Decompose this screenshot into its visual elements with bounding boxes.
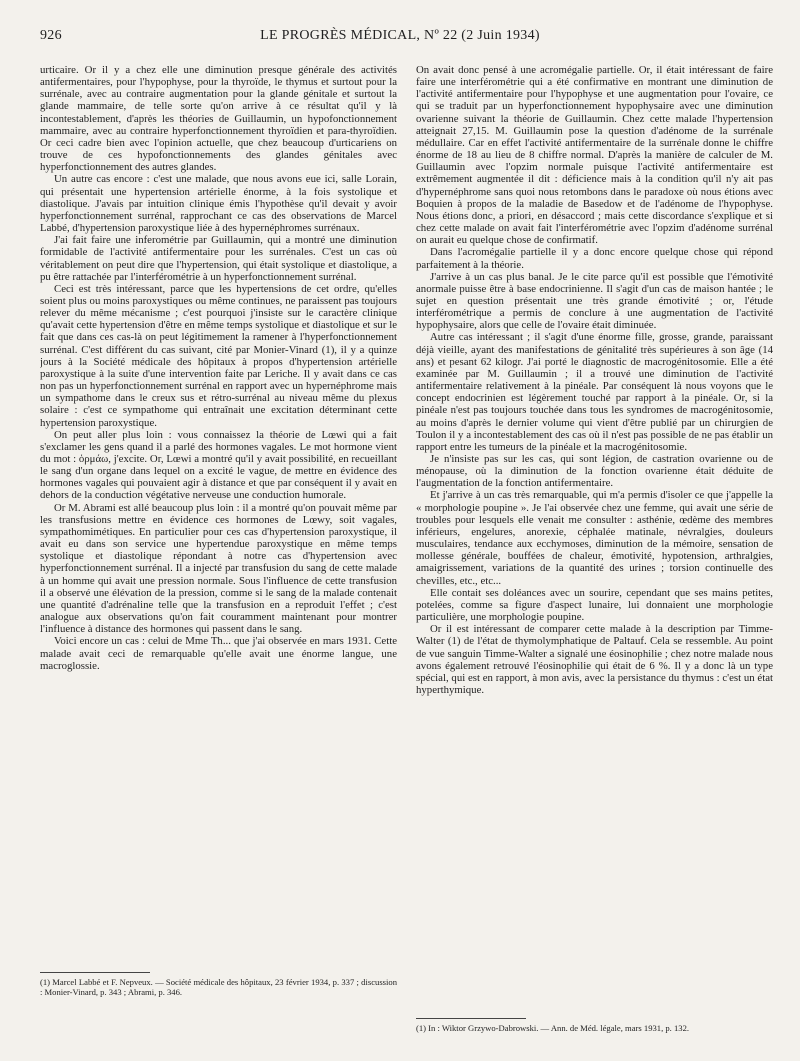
left-column [40,64,397,944]
paragraph: Elle contait ses doléances avec un sourire, cependant que ses mains petites, potelées, comme sa figure d'aspect lunaire, lui donnaient une morphologie particulière, une morphologie poupine. [416,586,773,624]
paragraph: Autre cas intéressant ; il s'agit d'une énorme fille, grosse, grande, paraissant déjà vieille, ayant des manifestations de génitalité très supérieures à son âge (14 ans) et pesant 62 kilogr. J'ai porté le diagnostic de macrogénitosomie. Elle a été examinée par M. Guillaumin ; il a trouvé une diminution de l'activité antifermentaire relativement à la pinéale. Par conséquent là nous voyons que le concept endocrinien est légèrement touché par rapport à la pinéale. Or, si la pinéale n'est pas toujours touchée dans tous les syndromes de macrogénitosomie, au moins d'après le dernier volume qui vient d'être publié par un chirurgien de Toulon il y a incontestablement des cas où il n'est pas possible de ne pas établir un rapport entre les tumeurs de la pinéale et la macrogénitosomie. [416,331,773,453]
footnote-rule [40,972,150,973]
footnote-text: (1) Marcel Labbé et F. Nepveux. — Société médicale des hôpitaux, 23 février 1934, p. 337 ; discussion : Monier-Vinard, p. 343 ; Abrami, p. 346. [40,977,397,997]
footnote-rule [416,1018,526,1019]
paragraph: Ceci est très intéressant, parce que les hypertensions de cet ordre, qu'elles soient plus ou moins paroxystiques ou même continues, ne paraissent pas toujours relever du même mécanisme ; c'est pourquoi j'insiste sur le caractère clinique qu'avait cette hypertension d'être en même temps systolique et diastolique et sur le fait que dans ces cas-là on peut légitimement la ramener à l'hyperfonctionnement surrénal. C'est différent du cas suivant, cité par Monier-Vinard (1), il y a quinze jours à la Société médicale des hôpitaux à propos d'hypertension artérielle paroxystique à la suite d'une intervention faite par Leriche. Il y avait dans ce cas non pas un hyperfonctionnement surrénal en rapport avec un hypernéphrome mais un sympathome dans le creux sus et rétro-surrénal au niveau même du plexus solaire : c'est ce sympathome qui entraînait une excitation déterminant cette hypertension paroxystique. [40,282,397,429]
paragraph: J'arrive à un cas plus banal. Je le cite parce qu'il est possible que l'émotivité anormale puisse être à base endocrinienne. Il s'agit d'un cas de maison hantée ; le sujet en question présentait une très grande émotivité ; or, l'étude interférométrique a permis de conclure à une augmentation de l'activité hypophysaire, alors que celle de l'ovaire était diminuée. [416,270,773,332]
paragraph: Or M. Abrami est allé beaucoup plus loin : il a montré qu'on pouvait même par les transfusions mettre en évidence ces hormones de Lœwy, soit vagales, sympathomimétiques. En particulier pour ces cas d'hypertension paroxystique, il avait eu dans son service une hypertendue paroxystique en même temps systolique et diastolique répondant à notre cas d'hypertension avec hyperfonctionnement surrénal. Il a injecté par transfusion du sang de cette malade à un homme qui avait une pression normale. Sous l'influence de cette transfusion il a observé une élévation de la pression, comme si le sang de la malade contenait une quantité d'adrénaline telle que la transfusion en a reproduit l'effet ; c'est analogue aux observations qu'on fait couramment maintenant pour montrer l'influence à distance des hormones qui passent dans le sang. [40,501,397,636]
footnote-text: (1) In : Wiktor Grzywo-Dabrowski. — Ann. de Méd. légale, mars 1931, p. 132. [416,1023,690,1033]
paragraph: On peut aller plus loin : vous connaissez la théorie de Lœwi qui a fait s'exclamer les gens quand il a parlé des hormones vagales. Le mot hormone vient du mot : ὁρμάω, j'excite. Or, Lœwi a montré qu'il y avait possibilité, en recueillant le sang d'un organe dans lequel on a excité le vague, de mettre en évidence des hormones vagales qui pouvaient agir à distance et que par conséquent il y avait en dehors de la conduction végétative nerveuse une conduction humorale. [40,428,397,502]
running-title: LE PROGRÈS MÉDICAL, Nº 22 (2 Juin 1934) [260,28,540,43]
paragraph: urticaire. Or il y a chez elle une diminution presque générale des activités antifermentaires, pour l'hypophyse, pour la thyroïde, le thymus et surtout pour la surrénale, avec au contraire augmentation pour la glande génitale et surtout la glande mammaire, de telle sorte qu'on arrive à ce résultat qu'il y là incontestablement, d'après les théories de Guillaumin, un hypofonctionnement mammaire, avec au contraire hyperfonctionnement thyroïdien et para-thyroïdien. Or ceci cadre bien avec l'opinion actuelle, que chez beaucoup d'urticariens on trouve de ces hypofonctionnements des glandes génitales avec hyperfonctionnement des autres glandes. [40,64,397,174]
page-number: 926 [40,28,62,43]
footnote-right [416,1018,773,1033]
paragraph: J'ai fait faire une inferométrie par Guillaumin, qui a montré une diminution formidable de l'activité antifermentaire pour les surrénales. C'est un cas où véritablement on peut dire que l'hypertension, qui était systolique et diastolique, a pu être rattachée par l'interférométrie à un hyperfonctionnement surrénal. [40,234,397,283]
footnote-left [40,972,397,997]
paragraph: Et j'arrive à un cas très remarquable, qui m'a permis d'isoler ce que j'appelle la « morphologie poupine ». Je l'ai observée chez une femme, qui avait une série de troubles pour lesquels elle venait me consulter : asthénie, œdème des membres inférieurs, engelures, anorexie, céphalée matinale, névralgies, douleurs musculaires, tendance aux ecchymoses, diminution de la mémoire, sensation de mollesse générale, bouffées de chaleur, émotivité, hypotension, arthralgies, amaigrissement, variations de la quantité des urines ; torsion continuelle des chevilles, etc., etc... [416,489,773,587]
paragraph: On avait donc pensé à une acromégalie partielle. Or, il était intéressant de faire faire une interférométrie qui a été confirmative en montrant une diminution de l'activité antifermentaire pour l'hypophyse et une augmentation pour l'ovaire, ce qui se traduit par un hyperfonctionnement hypophysaire avec une diminution ovarienne suivant la théorie de Guillaumin. Chez cette malade l'hypertension atteignait 27,15. M. Guillaumin pose la question d'adénome de la surrénale médullaire. Car en effet l'activité antifermentaire de la surrénale donne le chiffre énorme de 18 au lieu de 8 chiffre normal. D'après la manière de calculer de M. Guillaumin avec l'opzim normale puisque l'activité antifermentaire est extrêmement augmentée il dit : déficience mais à la condition qu'il n'y ait pas d'hypernéphrome sans quoi nous retombons dans le paradoxe où nous étions avec Boquien à propos de la maladie de Basedow et de l'adénome de l'hypophyse. Nous étions donc, a priori, en désaccord ; mais cette discordance s'explique et si chez cette malade on avait fait l'interférométrie avec l'opzim d'adénome surrénal on aurait eu quelque chose de confirmatif. [416,64,773,247]
paragraph: Je n'insiste pas sur les cas, qui sont légion, de castration ovarienne ou de ménopause, où la diminution de la fonction ovarienne était déduite de l'augmentation de la fonction antifermentaire. [416,453,773,490]
paragraph: Or il est intéressant de comparer cette malade à la description par Timme-Walter (1) de l'état de thymolymphatique de Paltauf. Cela se ressemble. Au point de vue sanguin Timme-Walter a signalé une éosinophilie ; chez notre malade nous avons également retrouvé l'éosinophilie qui était de 6 %. Il y a donc là un type spécial, qui est en rapport, à mon avis, avec la persistance du thymus : c'est un état hyperthymique. [416,623,773,696]
paragraph: Un autre cas encore : c'est une malade, que nous avons eue ici, salle Lorain, qui présentait une hypertension artérielle énorme, à la fois systolique et diastolique. J'avais par intuition clinique émis l'hypothèse qu'il devait y avoir hyperfonctionnement surrénal, rapprochant ce cas des observations de Marcel Labbé, d'hypertension paroxystique liée à des hypernéphromes surrénaux. [40,173,397,235]
paragraph: Voici encore un cas : celui de Mme Th... que j'ai observée en mars 1931. Cette malade avait ceci de remarquable qu'elle avait une énorme langue, une macroglossie. [40,635,397,672]
paragraph: Dans l'acromégalie partielle il y a donc encore quelque chose qui répond parfaitement à la théorie. [416,246,773,271]
right-column [416,64,773,944]
